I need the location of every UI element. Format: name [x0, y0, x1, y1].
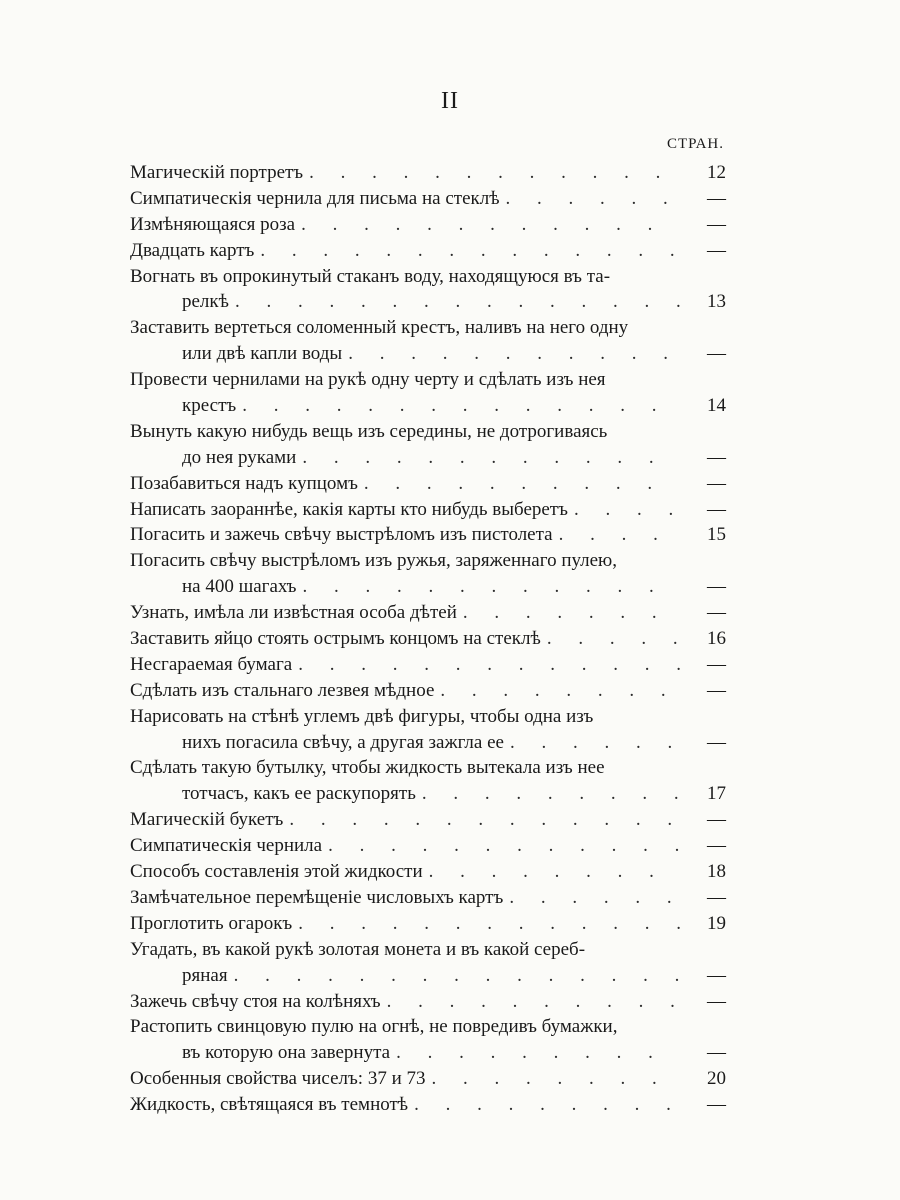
toc-entry-text: нихъ погасила свѣчу, а другая зажгла ее	[182, 731, 504, 753]
toc-entry-text: Погасить и зажечь свѣчу выстрѣломъ изъ пистолета	[130, 524, 553, 546]
toc-entry-text: Заставить вертеться соломенный крестъ, наливъ на него одну	[130, 317, 629, 339]
toc-page-number: —	[707, 990, 726, 1012]
dot-leader	[302, 445, 680, 471]
dot-leader	[298, 652, 680, 678]
toc-entry	[130, 807, 726, 833]
dot-leader	[309, 160, 680, 186]
page-number: II	[441, 88, 459, 114]
dot-leader	[298, 911, 680, 937]
toc-page-number: —	[707, 886, 726, 908]
toc-page-number: —	[707, 835, 726, 857]
toc-entry-text: Погасить свѣчу выстрѣломъ изъ ружья, заряженнаго пулею,	[130, 550, 618, 572]
dot-leader	[260, 238, 680, 264]
dot-leader	[348, 341, 680, 367]
toc-entry	[130, 419, 726, 471]
toc-entry-text: Угадать, въ какой рукѣ золотая монета и въ какой сереб-	[130, 938, 586, 960]
toc-entry-text: Способъ составленія этой жидкости	[130, 861, 423, 883]
toc-entry-line	[130, 937, 726, 963]
toc-entry-text: Двадцать картъ	[130, 239, 255, 261]
table-of-contents	[130, 160, 726, 1118]
toc-page-number: —	[707, 964, 726, 986]
dot-leader	[559, 522, 680, 548]
dot-leader	[432, 1066, 680, 1092]
toc-entry-line	[130, 419, 726, 445]
toc-entry-text: релкѣ	[182, 291, 229, 313]
dot-leader	[242, 393, 680, 419]
toc-entry-text: Замѣчательное перемѣщеніе числовыхъ картъ	[130, 886, 504, 908]
toc-entry-text: Симпатическія чернила	[130, 835, 323, 857]
toc-entry	[130, 212, 726, 238]
toc-entry-line	[130, 1066, 726, 1092]
toc-entry	[130, 238, 726, 264]
toc-page-number: —	[707, 472, 726, 494]
toc-entry-text: Несгараемая бумага	[130, 653, 293, 675]
toc-entry	[130, 937, 726, 989]
toc-entry	[130, 652, 726, 678]
toc-page-number: 13	[707, 291, 726, 313]
dot-leader	[364, 471, 680, 497]
toc-entry-text: Заставить яйцо стоять острымъ концомъ на стеклѣ	[130, 628, 541, 650]
toc-entry-text: Симпатическія чернила для письма на стеклѣ	[130, 187, 500, 209]
toc-page-number: 16	[707, 628, 726, 650]
toc-entry-text: Позабавиться надъ купцомъ	[130, 472, 358, 494]
toc-entry-text: Вынуть какую нибудь вещь изъ середины, не дотрогиваясь	[130, 420, 608, 442]
toc-page-number: —	[707, 1042, 726, 1064]
toc-entry-text: Магическій портретъ	[130, 162, 304, 183]
toc-entry-line	[130, 704, 726, 730]
toc-entry	[130, 471, 726, 497]
dot-leader	[303, 574, 681, 600]
toc-page-number: 17	[707, 783, 726, 805]
toc-entry-line	[130, 807, 726, 833]
toc-entry-continuation-line	[130, 341, 726, 367]
toc-page-number: 20	[707, 1068, 726, 1090]
toc-entry	[130, 315, 726, 367]
toc-page-number: —	[707, 731, 726, 753]
toc-page-number: —	[707, 187, 726, 209]
toc-entry-line	[130, 1014, 726, 1040]
toc-entry-line	[130, 600, 726, 626]
toc-entry-line	[130, 678, 726, 704]
toc-page-number: —	[707, 213, 726, 235]
dot-leader	[289, 807, 680, 833]
toc-entry	[130, 264, 726, 316]
dot-leader	[387, 989, 680, 1015]
toc-page-number: 14	[707, 395, 726, 417]
toc-entry-line	[130, 238, 726, 264]
toc-entry-line	[130, 160, 726, 186]
dot-leader	[429, 859, 680, 885]
toc-entry-line	[130, 911, 726, 937]
toc-entry-text: Провести чернилами на рукѣ одну черту и сдѣлать изъ нея	[130, 369, 606, 391]
toc-entry	[130, 755, 726, 807]
toc-entry-continuation-line	[130, 289, 726, 315]
dot-leader	[574, 497, 680, 523]
toc-entry	[130, 626, 726, 652]
toc-page-number: —	[707, 809, 726, 831]
dot-leader	[463, 600, 680, 626]
toc-page-number: 15	[707, 524, 726, 546]
dot-leader	[506, 186, 680, 212]
toc-entry-line	[130, 1092, 726, 1118]
toc-entry-text: Особенныя свойства чиселъ: 37 и 73	[130, 1068, 426, 1090]
dot-leader	[234, 963, 680, 989]
toc-entry-text: въ которую она завернута	[182, 1042, 391, 1064]
toc-page-number: —	[707, 1094, 726, 1116]
toc-entry-text: Нарисовать на стѣнѣ углемъ двѣ фигуры, чтобы одна изъ	[130, 705, 594, 727]
toc-entry-line	[130, 548, 726, 574]
toc-page-number: —	[707, 679, 726, 701]
dot-leader	[510, 730, 680, 756]
toc-page-number: —	[707, 343, 726, 365]
toc-entry-text: тотчасъ, какъ ее раскупорять	[182, 783, 416, 805]
toc-entry-text: Узнать, имѣла ли извѣстная особа дѣтей	[130, 602, 457, 624]
toc-entry-line	[130, 989, 726, 1015]
toc-entry	[130, 1066, 726, 1092]
toc-entry-text: Жидкость, свѣтящаяся въ темнотѣ	[130, 1094, 409, 1116]
dot-leader	[422, 781, 680, 807]
toc-entry	[130, 911, 726, 937]
toc-entry-continuation-line	[130, 730, 726, 756]
dot-leader	[301, 212, 680, 238]
toc-entry	[130, 160, 726, 186]
toc-page-number: 19	[707, 912, 726, 934]
toc-entry-line	[130, 212, 726, 238]
dot-leader	[414, 1092, 680, 1118]
toc-entry	[130, 548, 726, 600]
toc-entry	[130, 678, 726, 704]
toc-entry-line	[130, 652, 726, 678]
toc-entry	[130, 704, 726, 756]
dot-leader	[440, 678, 680, 704]
toc-entry-continuation-line	[130, 1040, 726, 1066]
page-column-header: СТРАН.	[666, 136, 724, 152]
toc-entry-text: Зажечь свѣчу стоя на колѣняхъ	[130, 990, 381, 1012]
toc-entry-line	[130, 859, 726, 885]
toc-entry-continuation-line	[130, 445, 726, 471]
toc-entry	[130, 1092, 726, 1118]
toc-entry-line	[130, 367, 726, 393]
toc-page-number: 18	[707, 861, 726, 883]
dot-leader	[396, 1040, 680, 1066]
dot-leader	[235, 289, 680, 315]
toc-entry-line	[130, 833, 726, 859]
toc-entry	[130, 885, 726, 911]
toc-entry	[130, 859, 726, 885]
dot-leader	[509, 885, 680, 911]
dot-leader	[328, 833, 680, 859]
toc-entry-line	[130, 626, 726, 652]
toc-entry	[130, 833, 726, 859]
toc-entry-line	[130, 315, 726, 341]
toc-entry	[130, 989, 726, 1015]
toc-entry	[130, 1014, 726, 1066]
toc-entry-text: Вогнать въ опрокинутый стаканъ воду, находящуюся въ та-	[130, 265, 611, 287]
dot-leader	[547, 626, 680, 652]
toc-entry-text: Проглотить огарокъ	[130, 912, 293, 934]
toc-entry	[130, 367, 726, 419]
toc-page-number: —	[707, 498, 726, 520]
toc-entry-text: Сдѣлать такую бутылку, чтобы жидкость вытекала изъ нее	[130, 757, 605, 779]
toc-entry-line	[130, 186, 726, 212]
toc-entry	[130, 600, 726, 626]
toc-entry-line	[130, 264, 726, 290]
toc-page-number: 12	[707, 162, 726, 183]
toc-entry-text: крестъ	[182, 395, 237, 417]
toc-entry-continuation-line	[130, 963, 726, 989]
toc-entry-continuation-line	[130, 781, 726, 807]
toc-entry-text: Магическій букетъ	[130, 809, 284, 831]
toc-entry-line	[130, 471, 726, 497]
toc-entry-continuation-line	[130, 393, 726, 419]
toc-page-number: —	[707, 446, 726, 468]
toc-entry-text: ряная	[182, 964, 228, 986]
toc-page-number: —	[707, 653, 726, 675]
toc-entry	[130, 497, 726, 523]
toc-entry	[130, 186, 726, 212]
toc-entry-continuation-line	[130, 574, 726, 600]
toc-entry-text: Написать заораннѣе, какія карты кто нибудь выберетъ	[130, 498, 568, 520]
toc-entry-text: Сдѣлать изъ стальнаго лезвея мѣдное	[130, 679, 435, 701]
toc-entry-text: Растопить свинцовую пулю на огнѣ, не повредивъ бумажки,	[130, 1016, 618, 1038]
toc-entry-line	[130, 885, 726, 911]
toc-entry-line	[130, 497, 726, 523]
toc-entry	[130, 522, 726, 548]
toc-entry-line	[130, 522, 726, 548]
toc-entry-text: на 400 шагахъ	[182, 576, 297, 598]
toc-entry-line	[130, 755, 726, 781]
toc-entry-text: до нея руками	[182, 446, 297, 468]
toc-entry-text: Измѣняющаяся роза	[130, 213, 296, 235]
toc-page-number: —	[707, 576, 726, 598]
toc-page-number: —	[707, 239, 726, 261]
toc-entry-text: или двѣ капли воды	[182, 343, 343, 365]
toc-page-number: —	[707, 602, 726, 624]
